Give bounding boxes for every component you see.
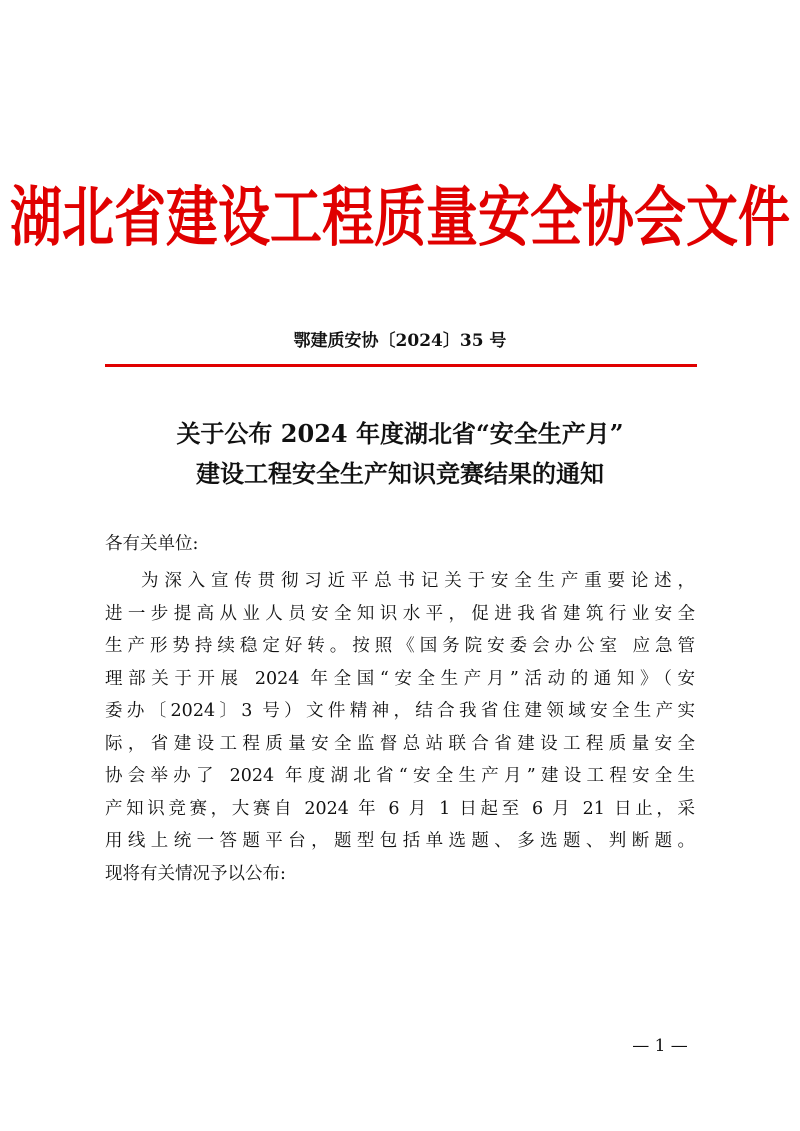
body-line: 委办〔2024〕3 号）文件精神，结合我省住建领域安全生产实 (105, 701, 695, 721)
notice-title-line-1: 关于公布 2024 年度湖北省“安全生产月” (176, 419, 624, 448)
body-line: 进一步提高从业人员安全知识水平，促进我省建筑行业安全 (105, 603, 695, 624)
salutation: 各有关单位: (105, 534, 199, 554)
page-number: — 1 — (632, 1036, 688, 1056)
body-line: 现将有关情况予以公布: (105, 863, 286, 884)
body-line: 为深入宣传贯彻习近平总书记关于安全生产重要论述， (141, 571, 695, 591)
body-line: 生产形势持续稳定好转。按照《国务院安委会办公室 应急管 (105, 636, 695, 656)
notice-title (0, 414, 800, 494)
body-line: 用线上统一答题平台，题型包括单选题、多选题、判断题。 (105, 831, 695, 851)
red-divider-line (105, 364, 697, 367)
notice-title-line-2: 建设工程安全生产知识竞赛结果的通知 (196, 459, 604, 488)
body-line: 际，省建设工程质量安全监督总站联合省建设工程质量安全 (105, 733, 695, 754)
document-number: 鄂建质安协〔2024〕35 号 (293, 331, 507, 351)
body-line: 协会举办了 2024 年度湖北省“安全生产月”建设工程安全生 (105, 766, 695, 786)
body-paragraph (105, 565, 695, 890)
body-line: 理部关于开展 2024 年全国“安全生产月”活动的通知》（安 (105, 668, 695, 689)
issuing-organization-title: 湖北省建设工程质量安全协会文件 (9, 180, 790, 256)
body-line: 产知识竞赛，大赛自 2024 年 6 月 1 日起至 6 月 21 日止，采 (105, 798, 695, 819)
